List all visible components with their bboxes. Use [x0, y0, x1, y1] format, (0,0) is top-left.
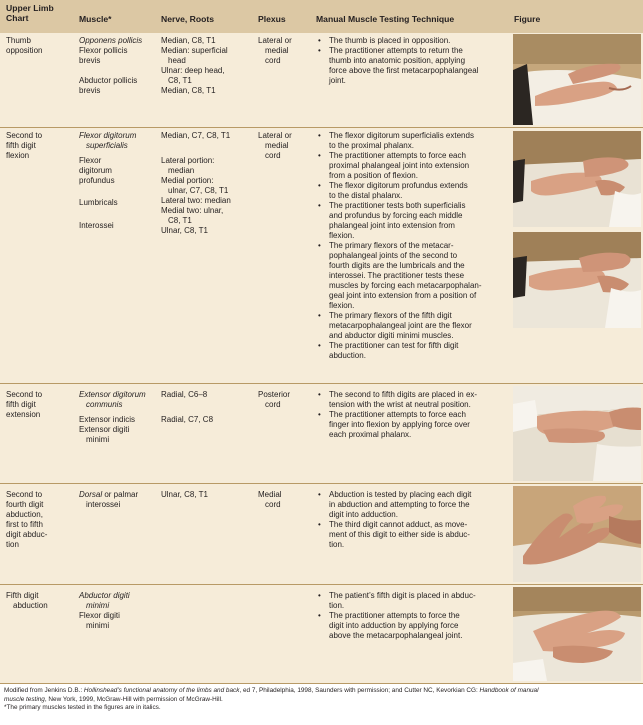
header-upper-limb-chart: Upper Limb Chart — [6, 3, 54, 23]
header-nerve-roots: Nerve, Roots — [161, 14, 215, 24]
muscle-name-italic: Dorsal — [79, 490, 103, 499]
muscle-name — [79, 490, 159, 500]
figure-flexion-superficialis-photo — [513, 131, 641, 227]
header-figure: Figure — [514, 14, 541, 24]
row4-nerves: Ulnar, C8, T1 — [161, 490, 208, 499]
muscle-name-rest: or palmar — [102, 490, 139, 499]
muscle-name: Extensor digitorum — [79, 390, 146, 399]
header-technique: Manual Muscle Testing Technique — [316, 14, 455, 24]
row2-muscles: Flexor digitorum superficialis Flexor digitorum profundus Lumbricals Interossei — [79, 131, 159, 231]
row5-technique — [316, 591, 506, 641]
row4-chart: Second to fourth digit abduction, first to fifth digit abduc- tion — [6, 490, 48, 549]
muscle-name: Opponens pollicis — [79, 36, 143, 45]
header-muscle: Muscle* — [79, 14, 112, 24]
list-item: • The primary flexors of the metacar- pophalangeal joints of the second to fourth digits are the lumbricals and the interossei. The practitioner tests these muscles by forcing each metacarpophalan- geal joint into extension from a position of flexion. — [316, 241, 506, 311]
row3-nerves: Radial, C6–8 Radial, C7, C8 — [161, 390, 214, 424]
list-item: • The practitioner attempts to force the digit into adduction by applying force above the metacarpophalangeal joint. — [316, 611, 506, 641]
list-item: • The practitioner tests both superficialis and profundus by forcing each middle phalangeal joint into extension from flexion. — [316, 201, 506, 241]
row4-technique — [316, 490, 506, 550]
row-separator — [0, 683, 643, 684]
row3-muscles: Extensor digitorum communis Extensor indicis Extensor digiti minimi — [79, 390, 159, 445]
row1-muscles: Opponens pollicis Flexor pollicis brevis Abductor pollicis brevis — [79, 36, 159, 96]
footnote-italics-note: *The primary muscles tested in the figures are in italics. — [4, 704, 161, 711]
list-item: • The third digit cannot adduct, as move- ment of this digit to either side is abduc- tion. — [316, 520, 506, 550]
row2-technique — [316, 131, 506, 361]
muscle-name: Flexor digiti — [79, 611, 120, 620]
muscle-name: Abductor digiti — [79, 591, 130, 600]
list-item: • The practitioner attempts to return the thumb into anatomic position, applying force above the first metacarpophalangeal joint. — [316, 46, 506, 86]
list-item: • Abduction is tested by placing each digit in abduction and attempting to force the digit into adduction. — [316, 490, 506, 520]
footnote-source: Modified from Jenkins D.B.: Hollinshead’s functional anatomy of the limbs and back, ed 7, Philadelphia, 1998, Saunders with permission; and Cutter NC, Kevorkian CG: Handbook of manual — [4, 687, 539, 694]
figure-thumb-opposition-photo — [513, 34, 641, 125]
row1-nerves: Median, C8, T1 Median: superficial head Ulnar: deep head, C8, T1 Median, C8, T1 — [161, 36, 228, 95]
row1-plexus: Lateral or medial cord — [258, 36, 292, 65]
muscle-name: Extensor indicis — [79, 415, 136, 424]
row1-chart: Thumb opposition — [6, 36, 43, 55]
list-item: • The primary flexors of the fifth digit metacarpophalangeal joint are the flexor and abductor digiti minimi muscles. — [316, 311, 506, 341]
list-item: • The practitioner attempts to force each proximal phalangeal joint into extension from a position of flexion. — [316, 151, 506, 181]
list-item: • The second to fifth digits are placed in ex- tension with the wrist at neutral position. — [316, 390, 506, 410]
table-header — [0, 0, 643, 33]
list-item: • The practitioner can test for fifth digit abduction. — [316, 341, 506, 361]
row1-technique — [316, 36, 506, 86]
row3-chart: Second to fifth digit extension — [6, 390, 43, 419]
row3-technique — [316, 390, 506, 440]
figure-abduction-photo — [513, 486, 641, 582]
row2-nerves: Median, C7, C8, T1 Lateral portion: median Medial portion: ulnar, C7, C8, T1 Lateral two: median Medial two: ulnar, C8, T1 Ulnar, C8, T1 — [161, 131, 231, 235]
muscle-name: Abductor pollicis — [79, 76, 138, 85]
muscle-name: Flexor digitorum — [79, 131, 137, 140]
figure-flexion-profundus-photo — [513, 232, 641, 328]
row2-chart: Second to fifth digit flexion — [6, 131, 43, 160]
header-plexus: Plexus — [258, 14, 286, 24]
muscle-name: Flexor pollicis — [79, 46, 128, 55]
footnote — [4, 687, 640, 713]
muscle-name: Interossei — [79, 221, 114, 230]
list-item: • The flexor digitorum profundus extends to the distal phalanx. — [316, 181, 506, 201]
list-item: • The flexor digitorum superficialis extends to the proximal phalanx. — [316, 131, 506, 151]
row3-plexus: Posterior cord — [258, 390, 291, 409]
row5-chart: Fifth digit abduction — [6, 591, 48, 610]
row2-plexus: Lateral or medial cord — [258, 131, 292, 160]
muscle-name: Extensor digiti — [79, 425, 130, 434]
muscle-name: Lumbricals — [79, 198, 118, 207]
figure-fifth-digit-abduction-photo — [513, 587, 641, 681]
muscle-name: Flexor — [79, 156, 102, 165]
row4-muscles: Dorsal or palmar interossei — [79, 490, 159, 510]
row5-muscles: Abductor digiti minimi Flexor digiti minimi — [79, 591, 159, 631]
row4-plexus: Medial cord — [258, 490, 282, 509]
footnote-source-cont: muscle testing, New York, 1999, McGraw-Hill with permission of McGraw-Hill. — [4, 695, 223, 703]
list-item: • The practitioner attempts to force each finger into flexion by applying force over each proximal phalanx. — [316, 410, 506, 440]
figure-extension-photo — [513, 386, 641, 481]
list-item: • The thumb is placed in opposition. — [316, 36, 506, 46]
list-item: • The patient’s fifth digit is placed in abduc- tion. — [316, 591, 506, 611]
